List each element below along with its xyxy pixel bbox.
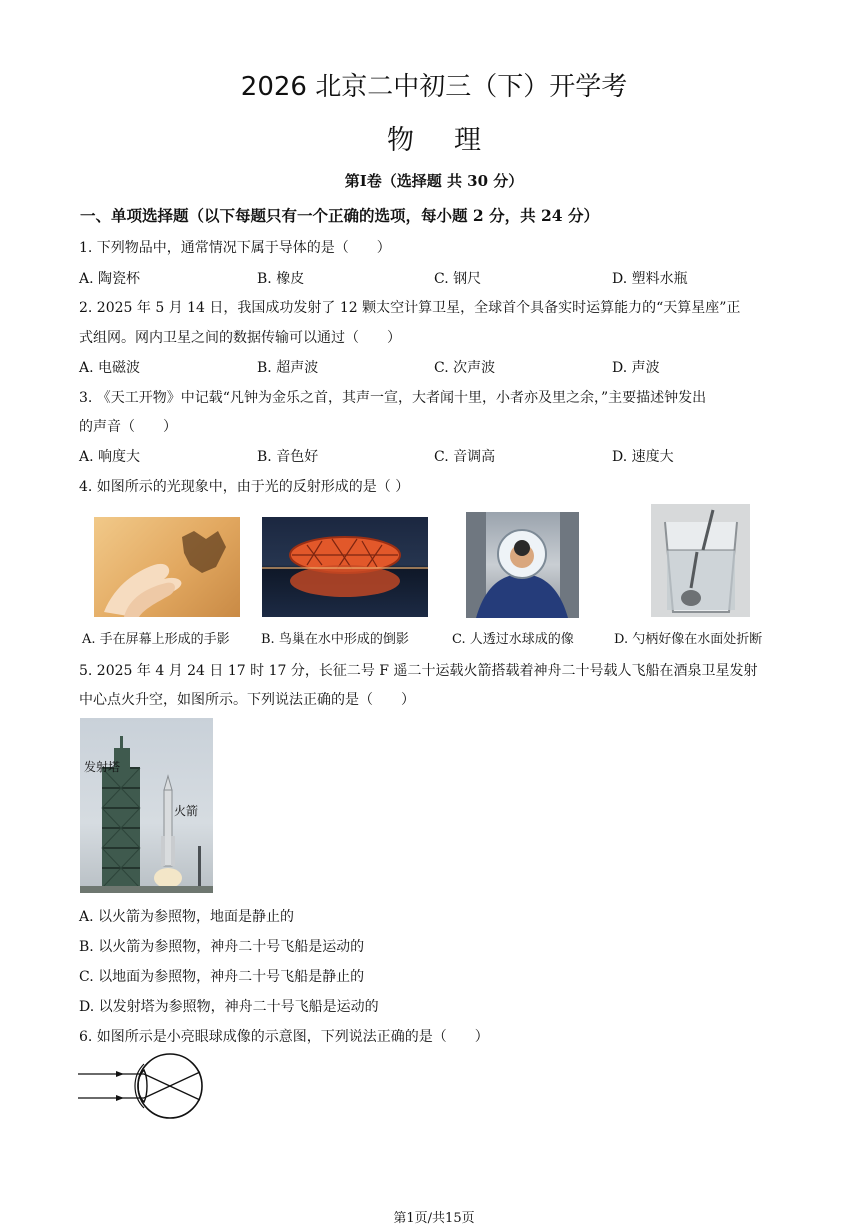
question-1-stem: 1. 下列物品中，通常情况下属于导体的是（ ） xyxy=(79,240,391,256)
part-heading: 第Ⅰ卷（选择题 共 30 分） xyxy=(344,172,524,190)
section-heading: 一、单项选择题（以下每题只有一个正确的选项，每小题 2 分，共 24 分） xyxy=(80,206,599,225)
subject-title: 物理 xyxy=(387,125,521,156)
q3-option-b: B. 音色好 xyxy=(257,449,319,465)
exam-title: 2026 北京二中初三（下）开学考 xyxy=(240,72,628,102)
tower-label: 发射塔 xyxy=(84,760,121,774)
q4-caption-d: D. 勺柄好像在水面处折断 xyxy=(614,632,763,647)
rocket-label: 火箭 xyxy=(174,804,199,818)
question-4-stem: 4. 如图所示的光现象中，由于光的反射形成的是（ ） xyxy=(79,479,410,495)
q1-option-b: B. 橡皮 xyxy=(257,271,305,287)
q2-option-a: A. 电磁波 xyxy=(79,360,141,376)
q3-option-d: D. 速度大 xyxy=(612,449,674,465)
q5-option-b: B. 以火箭为参照物，神舟二十号飞船是运动的 xyxy=(79,939,365,955)
q2-option-d: D. 声波 xyxy=(612,360,660,376)
q5-option-c: C. 以地面为参照物，神舟二十号飞船是静止的 xyxy=(79,969,365,985)
eye-imaging-diagram xyxy=(76,1050,206,1122)
q1-option-c: C. 钢尺 xyxy=(434,271,482,287)
question-2-stem-line1: 2. 2025 年 5 月 14 日，我国成功发射了 12 颗太空计算卫星，全球首个具备实时运算能力的“天算星座”正 xyxy=(79,300,741,316)
question-3-stem-line2: 的声音（ ） xyxy=(79,419,177,435)
q5-option-a: A. 以火箭为参照物，地面是静止的 xyxy=(79,909,295,925)
q3-option-a: A. 响度大 xyxy=(79,449,141,465)
q4-caption-a: A. 手在屏幕上形成的手影 xyxy=(82,632,230,647)
q1-option-d: D. 塑料水瓶 xyxy=(612,271,688,287)
q3-option-c: C. 音调高 xyxy=(434,449,496,465)
water-ball-photo xyxy=(466,512,579,618)
question-5-stem-line2: 中心点火升空，如图所示。下列说法正确的是（ ） xyxy=(79,692,415,708)
q4-caption-c: C. 人透过水球成的像 xyxy=(452,632,574,647)
q5-option-d: D. 以发射塔为参照物，神舟二十号飞船是运动的 xyxy=(79,999,379,1015)
question-3-stem-line1: 3. 《天工开物》中记载“凡钟为金乐之首，其声一宣，大者闻十里，小者亦及里之余，”主要描述钟发出 xyxy=(79,390,707,406)
rocket-launch-photo xyxy=(80,718,213,893)
question-2-stem-line2: 式组网。网内卫星之间的数据传输可以通过（ ） xyxy=(79,330,401,346)
q2-option-b: B. 超声波 xyxy=(257,360,319,376)
spoon-in-glass-photo xyxy=(651,504,750,617)
question-5-stem-line1: 5. 2025 年 4 月 24 日 17 时 17 分，长征二号 F 遥二十运载火箭搭载着神舟二十号载人飞船在酒泉卫星发射 xyxy=(79,663,758,679)
page-number: 第1页/共15页 xyxy=(393,1211,475,1226)
q2-option-c: C. 次声波 xyxy=(434,360,496,376)
q4-caption-b: B. 鸟巢在水中形成的倒影 xyxy=(261,632,409,647)
question-6-stem: 6. 如图所示是小亮眼球成像的示意图，下列说法正确的是（ ） xyxy=(79,1029,489,1045)
hand-shadow-photo xyxy=(94,517,240,617)
q1-option-a: A. 陶瓷杯 xyxy=(79,271,141,287)
birds-nest-reflection-photo xyxy=(262,517,428,617)
